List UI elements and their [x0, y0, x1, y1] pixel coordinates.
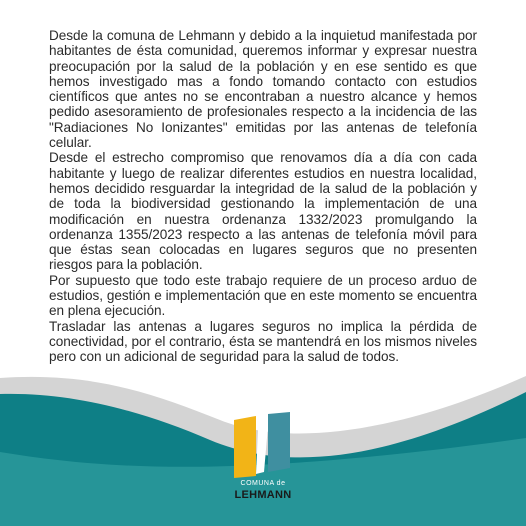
paragraph-2: Desde el estrecho compromiso que renovamos día a día con cada habitante y luego de realizar diferentes estudios en nuestra localidad, hemos decidido resguardar la integridad de la salud de la población y de toda la biodiversidad gestionando la implementación de una modificación en nuestra ordenanza 1332/2023 promulgando la ordenanza 1355/2023 respecto a las antenas de telefonía móvil para que éstas sean colocadas en lugares seguros que no presenten riesgos para la población. — [49, 150, 477, 273]
paragraph-3: Por supuesto que todo este trabajo requiere de un proceso arduo de estudios, gestión e implementación que en este momento se encuentra en plena ejecución. — [49, 272, 477, 319]
logo-wordmark: LEHMANN — [234, 489, 292, 501]
logo-caption: COMUNA de — [240, 480, 286, 487]
paragraph-4: Trasladar las antenas a lugares seguros no implica la pérdida de conectividad, por el contrario, ésta se mantendrá en los mismos niveles pero con un adicional de seguridad para la salud de todos. — [49, 318, 477, 365]
logo-white-stripe — [256, 426, 268, 474]
logo-teal-block — [268, 412, 290, 472]
paragraph-1: Desde la comuna de Lehmann y debido a la inquietud manifestada por habitantes de ésta comunidad, queremos informar y expresar nuestra preocupación por la salud de la población y en ese sentido es que hemos investigado mas a fondo tomando contacto con estudios científicos que antes no se encontraban a nuestro alcance y hemos pedido asesoramiento de profesionales respecto a la incidencia de las "Radiaciones No Ionizantes" emitidas por las antenas de telefonía celular. — [49, 28, 477, 151]
logo-yellow-block — [234, 416, 256, 478]
